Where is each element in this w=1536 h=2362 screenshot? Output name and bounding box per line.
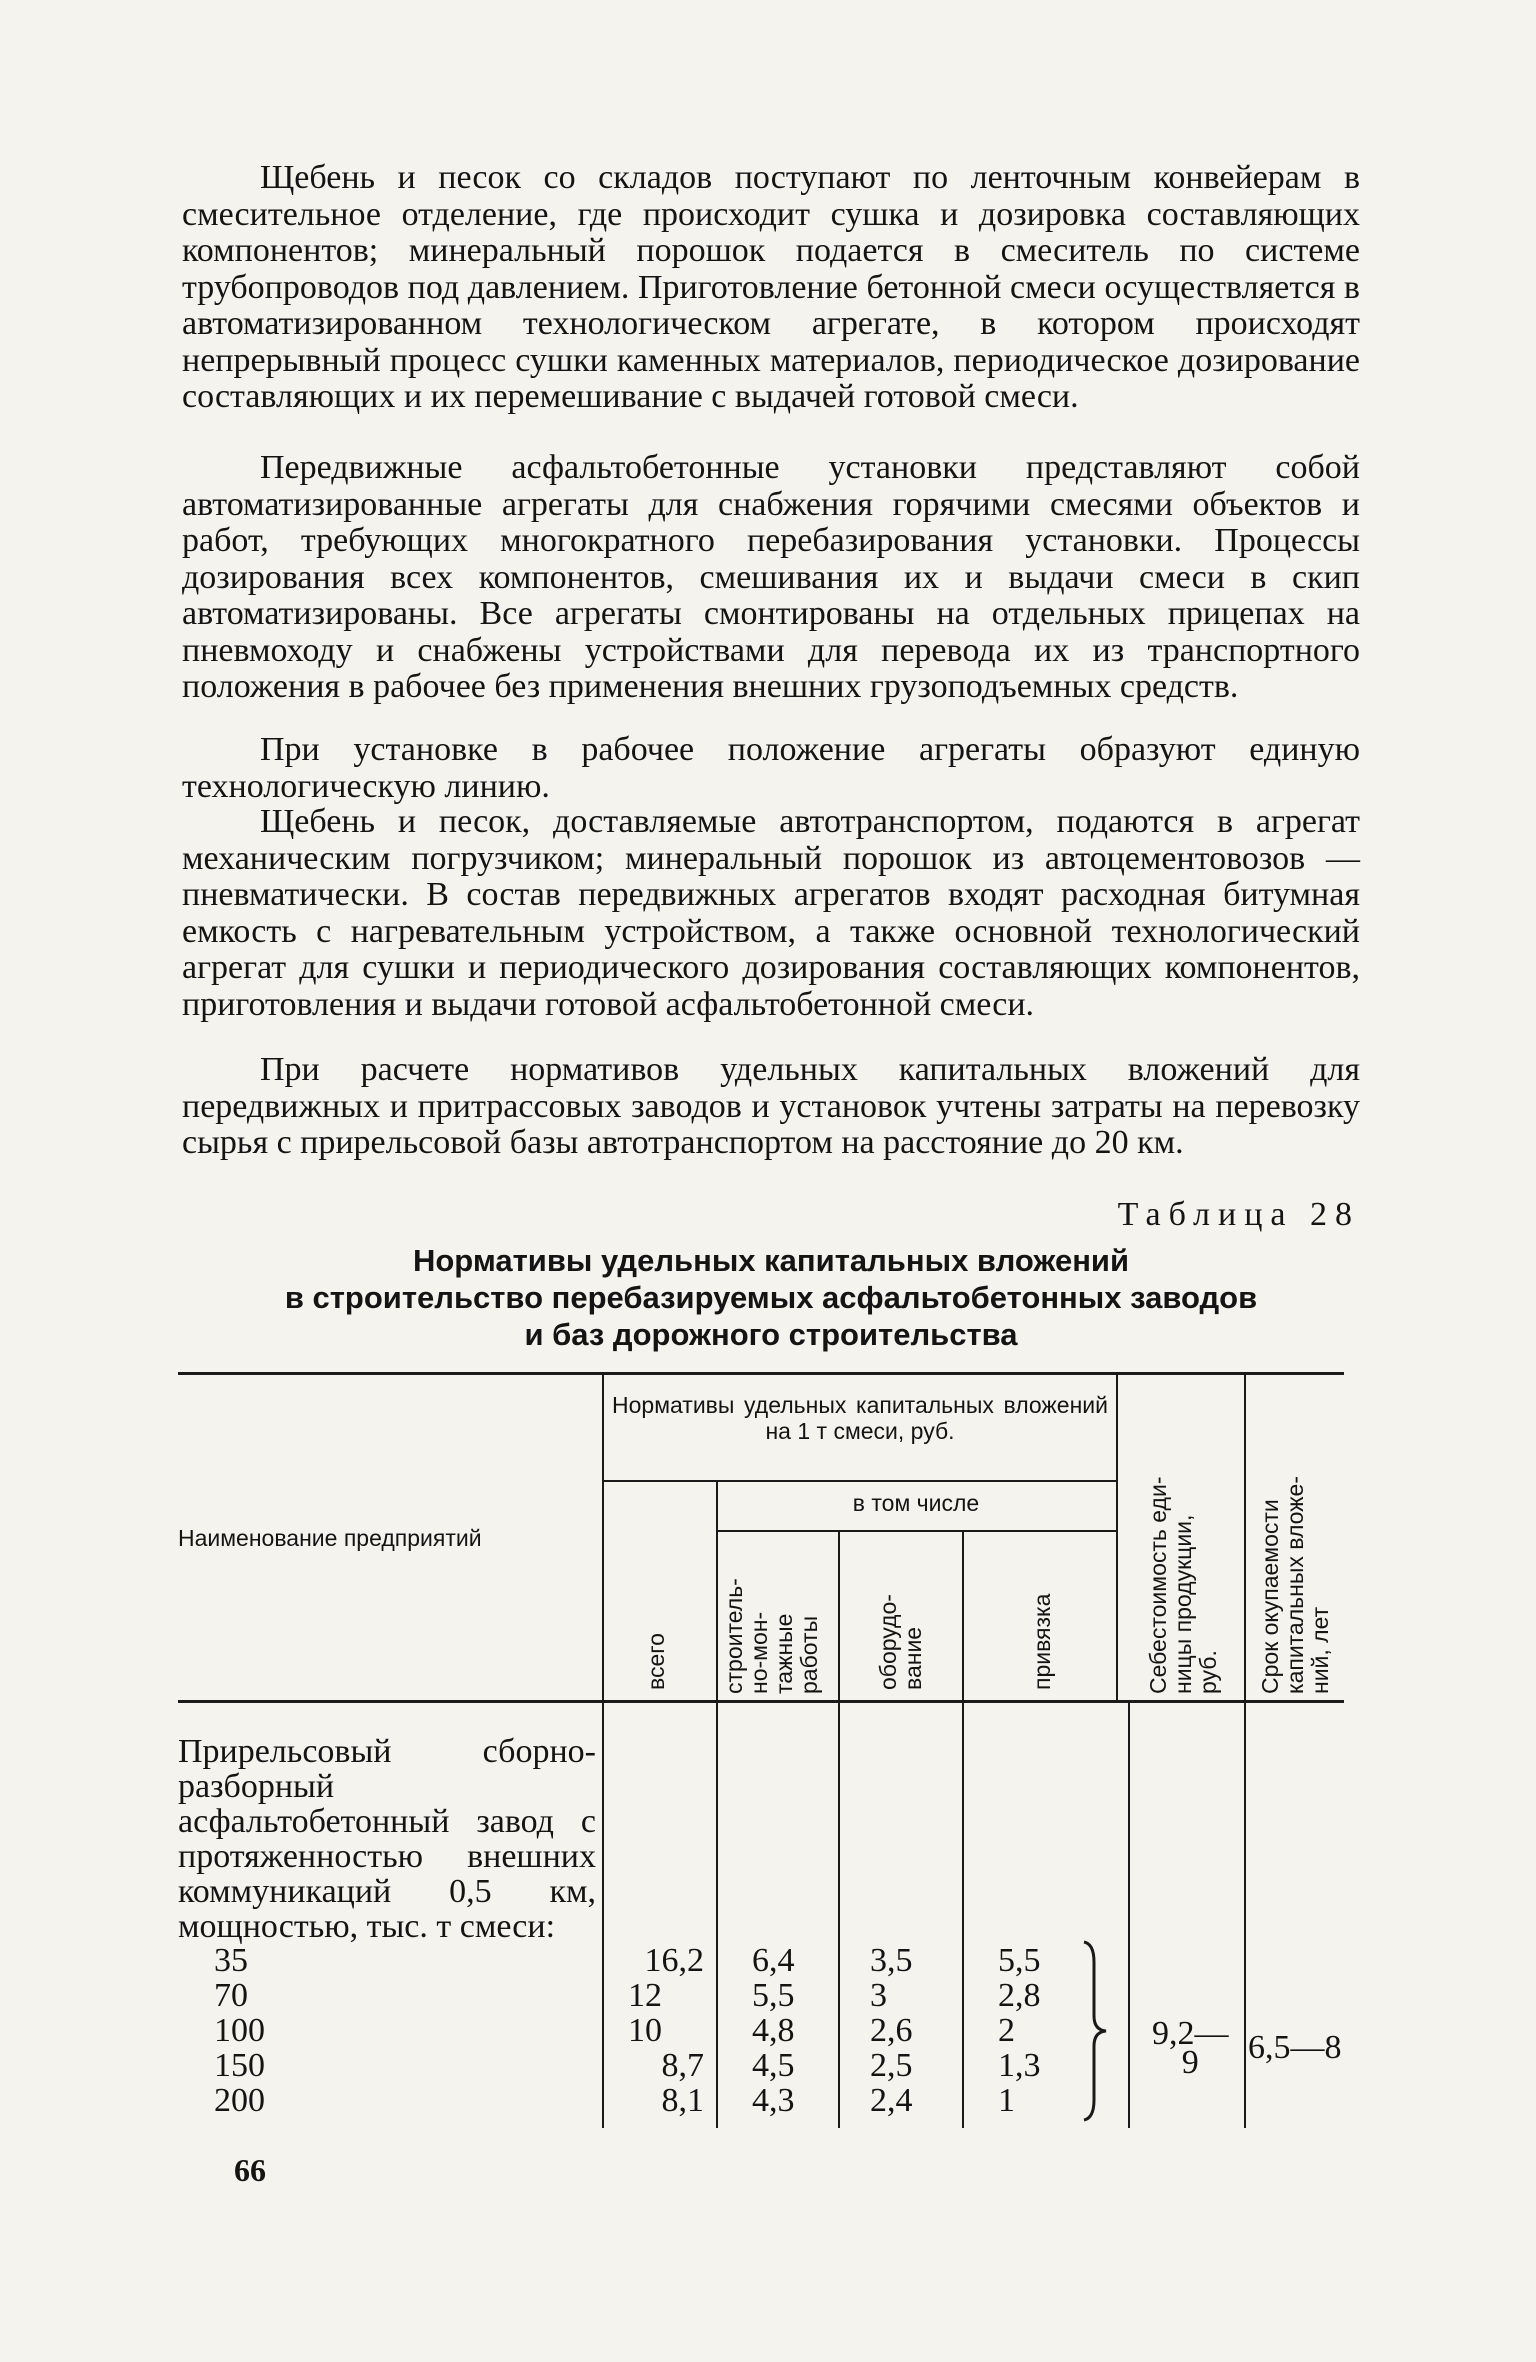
cost-value-line1: 9,2—: [1152, 2015, 1229, 2052]
total-column: [616, 1943, 704, 2118]
construction-value: 4,8: [752, 2012, 795, 2049]
header-construction: строитель- но-мон- тажные работы: [721, 1578, 822, 1694]
paragraph-5: При расчете нормативов удельных капитальных вложений для передвижных и притрассовых заводов и установок учтены затраты на перевозку сырья с прирельсовой базы автотранспортом на расстояние до 20 км.: [182, 1051, 1360, 1161]
header-payback: Срок окупаемости капитальных вложе- ний, лет: [1257, 1476, 1333, 1694]
binding-value: 2: [998, 2012, 1015, 2049]
binding-value: 1,3: [998, 2047, 1041, 2084]
table-title: [182, 1242, 1360, 1353]
payback-value: 6,5—8: [1248, 2029, 1342, 2066]
body-vline-name: [602, 1703, 604, 2128]
header-cost: Себестоимость еди- ницы продукции, руб.: [1145, 1476, 1221, 1694]
body-vline-cost: [1244, 1703, 1246, 2128]
body-vline-construction: [838, 1703, 840, 2128]
capacity-value: 70: [214, 1977, 248, 2014]
equipment-value: 2,6: [870, 2012, 913, 2049]
equipment-column: [870, 1943, 913, 2118]
header-vline-name: [602, 1375, 604, 1700]
header-name: Наименование предприятий: [178, 1525, 482, 1551]
including-divider: [716, 1530, 1116, 1532]
paragraph-1: Щебень и песок со складов поступают по ленточным конвейерам в смесительное отделение, где происходит сушка и дозировка составляющих компонентов; минеральный порошок подается в смеситель по системе трубопроводов под давлением. Приготовление бетонной смеси осуществляется в автоматизированном технологическом агрегате, в котором происходят непрерывный процесс сушки каменных материалов, периодическое дозирование составляющих и их перемешивание с выдачей готовой смеси.: [182, 159, 1360, 415]
table-title-line-3: и баз дорожного строительства: [524, 1317, 1018, 1352]
capacity-value: 35: [214, 1942, 248, 1979]
binding-column: [998, 1943, 1041, 2118]
page-number: 66: [234, 2152, 266, 2188]
cost-cell: [1152, 2016, 1229, 2080]
table-title-line-2: в строительство перебазируемых асфальтобетонных заводов: [284, 1280, 1258, 1315]
header-vline-equipment: [962, 1532, 964, 1700]
paragraph-3: При установке в рабочее положение агрегаты образуют единую технологическую линию.: [182, 731, 1360, 805]
header-bottom-rule: [178, 1700, 1344, 1703]
header-binding: привязка: [1029, 1593, 1055, 1690]
payback-cell: [1248, 2030, 1342, 2065]
cost-value-line2: 9: [1181, 2044, 1199, 2081]
header-total: всего: [643, 1633, 669, 1690]
total-value: 8,7: [661, 2047, 704, 2084]
capacity-value: 100: [214, 2012, 265, 2049]
equipment-value: 3,5: [870, 1942, 913, 1979]
row-name: Прирельсовый сборно-разборный асфальтобетонный завод с протяженностью внешних коммуникаций 0,5 км, мощностью, тыс. т смеси:: [178, 1733, 596, 1945]
header-vline-norms: [1116, 1375, 1118, 1700]
table-top-rule: [178, 1372, 1344, 1375]
construction-value: 4,5: [752, 2047, 795, 2084]
total-value: 12: [628, 1977, 662, 2014]
binding-value: 1: [998, 2082, 1015, 2119]
table-title-line-1: Нормативы удельных капитальных вложений: [412, 1243, 1130, 1278]
header-norms: Нормативы удельных капитальных вложений на 1 т смеси, руб.: [612, 1392, 1108, 1444]
header-including: в том числе: [852, 1490, 980, 1516]
body-vline-norms: [1128, 1703, 1130, 2128]
grouping-brace-icon: [1080, 1938, 1110, 2124]
capacity-value: 150: [214, 2047, 265, 2084]
binding-value: 5,5: [998, 1942, 1041, 1979]
norms-divider: [602, 1480, 1116, 1482]
header-vline-construction: [838, 1532, 840, 1700]
header-equipment: оборудо- вание: [875, 1594, 926, 1690]
capacity-value: 200: [214, 2082, 265, 2119]
construction-value: 6,4: [752, 1942, 795, 1979]
equipment-value: 2,4: [870, 2082, 913, 2119]
body-vline-equipment: [962, 1703, 964, 2128]
construction-value: 4,3: [752, 2082, 795, 2119]
total-value: 8,1: [661, 2082, 704, 2119]
paragraph-2: Передвижные асфальтобетонные установки представляют собой автоматизированные агрегаты для снабжения горячими смесями объектов и работ, требующих многократного перебазирования установки. Процессы дозирования всех компонентов, смешивания их и выдачи смеси в скип автоматизированы. Все агрегаты смонтированы на отдельных прицепах на пневмоходу и снабжены устройствами для перевода их из транспортного положения в рабочее без применения внешних грузоподъемных средств.: [182, 449, 1360, 705]
binding-value: 2,8: [998, 1977, 1041, 2014]
paragraph-4: Щебень и песок, доставляемые автотранспортом, подаются в агрегат механическим погрузчиком; минеральный порошок из автоцементовозов — пневматически. В состав передвижных агрегатов входят расходная битумная емкость с нагревательным устройством, а также основной технологический агрегат для сушки и периодического дозирования составляющих компонентов, приготовления и выдачи готовой асфальтобетонной смеси.: [182, 803, 1360, 1023]
equipment-value: 3: [870, 1977, 887, 2014]
body-vline-total: [716, 1703, 718, 2128]
construction-column: [752, 1943, 795, 2118]
table-label: Таблица 28: [1117, 1196, 1360, 1233]
total-value: 16,2: [644, 1942, 704, 1979]
header-vline-cost: [1244, 1375, 1246, 1700]
equipment-value: 2,5: [870, 2047, 913, 2084]
construction-value: 5,5: [752, 1977, 795, 2014]
total-value: 10: [628, 2012, 662, 2049]
capacity-column: [214, 1943, 265, 2118]
